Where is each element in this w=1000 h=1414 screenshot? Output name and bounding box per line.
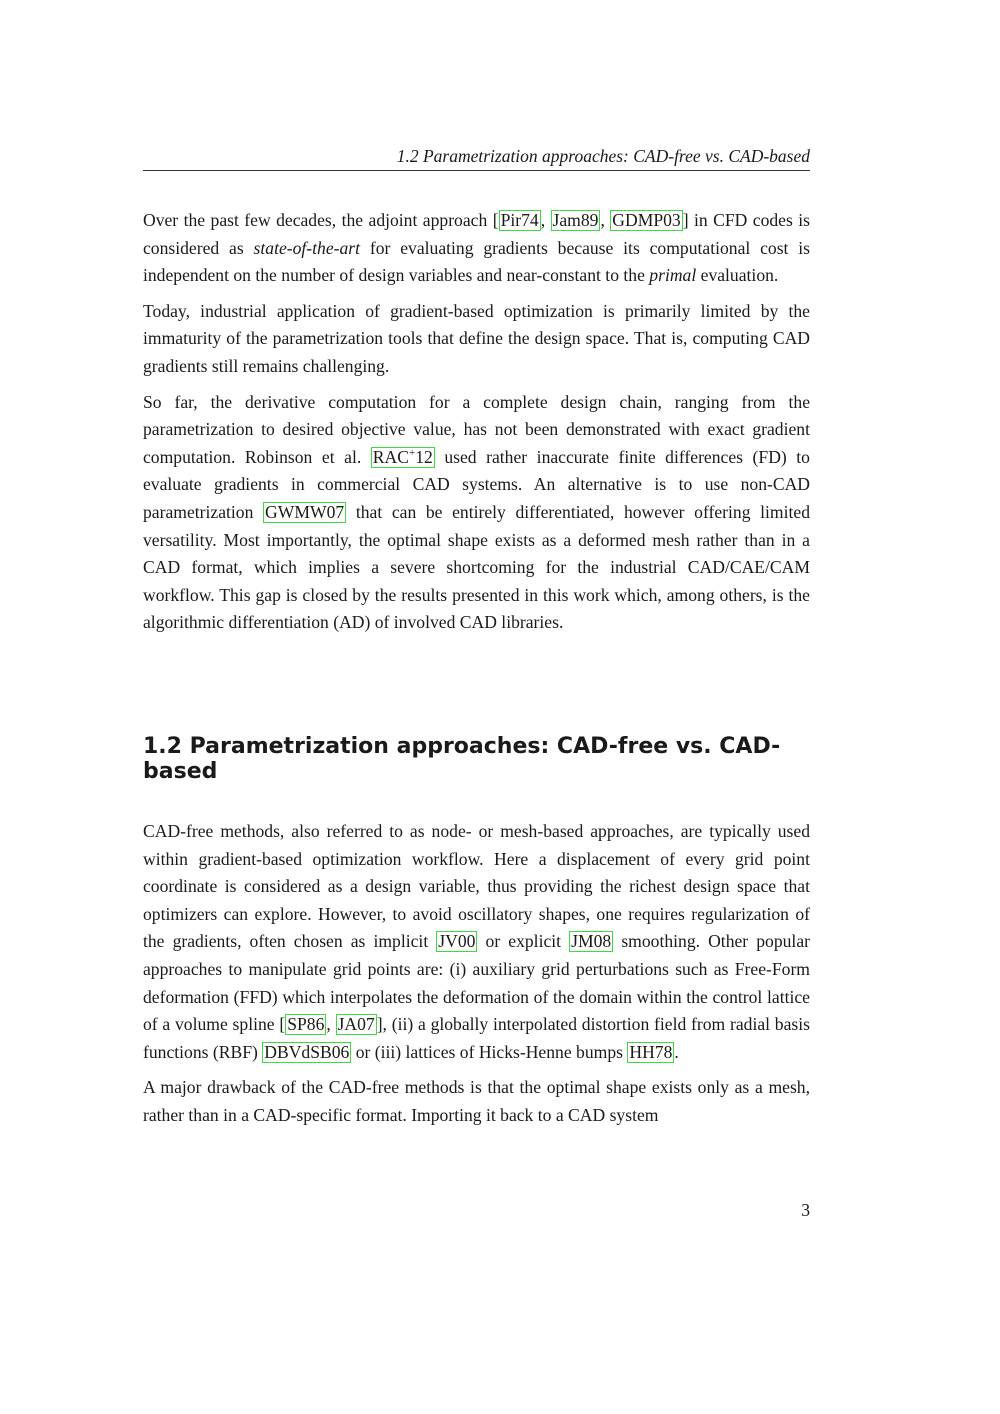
running-header: 1.2 Parametrization approaches: CAD-free vs. CAD-based (143, 146, 810, 171)
paragraph: Over the past few decades, the adjoint approach [ Pir74 , Jam89 , GDMP03 ] in CFD codes is considered as state-of-the-art for evaluating gradients because its computational cost is independent on the number of design variables and near-constant to the primal evaluation. (143, 210, 811, 286)
page-number: 3 (801, 1200, 810, 1220)
citation-link[interactable]: JA07 (337, 1014, 375, 1035)
citation-link[interactable]: HH78 (629, 1041, 673, 1062)
citation-link[interactable]: Pir74 (500, 210, 539, 230)
citation-link[interactable]: GWMW07 (265, 501, 345, 522)
intro-text (143, 207, 810, 645)
paragraph: A major drawback of the CAD-free methods is that the optimal shape exists only as a mesh, rather than in a CAD-specific format. Importing it back to a CAD system (143, 1077, 810, 1125)
citation-link[interactable]: SP86 (287, 1014, 325, 1035)
paragraph: Today, industrial application of gradient-based optimization is primarily limited by the immaturity of the parametrization tools that define the design space. That is, computing CAD gradients still remains challenging. (143, 300, 810, 376)
citation-link[interactable]: RAC+12 (372, 446, 433, 467)
citation-link[interactable]: DBVdSB06 (264, 1041, 350, 1062)
citation-link[interactable]: JV00 (438, 931, 476, 952)
citation-link[interactable]: Jam89 (552, 210, 599, 230)
section-heading: 1.2 Parametrization approaches: CAD-free vs. CAD-based (143, 734, 781, 784)
paragraph: CAD-free methods, also referred to as node- or mesh-based approaches, are typically used within gradient-based optimization workflow. Here a displacement of every grid point coordinate is considered as a design variable, thus providing the richest design space that optimizers can explore. However, to avoid oscillatory shapes, one requires regularization of the gradients, often chosen as implicit JV00 or explicit JM08 smoothing. Other popular approaches to manipulate grid points are: (i) auxiliary grid perturbations such as Free-Form deformation (FFD) which interpolates the deformation of the domain within the control lattice of a volume spline [ SP86 , JA07 ], (ii) a globally interpolated distortion field from radial basis functions (RBF) DBVdSB06 or (iii) lattices of Hicks-Henne bumps HH78 . (143, 821, 810, 1062)
paragraph: So far, the derivative computation for a complete design chain, ranging from the parametrization to desired objective value, has not been demonstrated with exact gradient computation. Robinson et al. RAC+12 used rather inaccurate finite differences (FD) to evaluate gradients in commercial CAD systems. An alternative is to use non-CAD parametrization GWMW07 that can be entirely differentiated, however offering limited versatility. Most importantly, the optimal shape exists as a deformed mesh rather than in a CAD format, which implies a severe shortcoming for the industrial CAD/CAE/CAM workflow. This gap is closed by the results presented in this work which, among others, is the algorithmic differentiation (AD) of involved CAD libraries. (143, 391, 810, 633)
section-text (143, 818, 810, 1138)
citation-link[interactable]: JM08 (571, 931, 612, 952)
citation-link[interactable]: GDMP03 (612, 210, 681, 230)
